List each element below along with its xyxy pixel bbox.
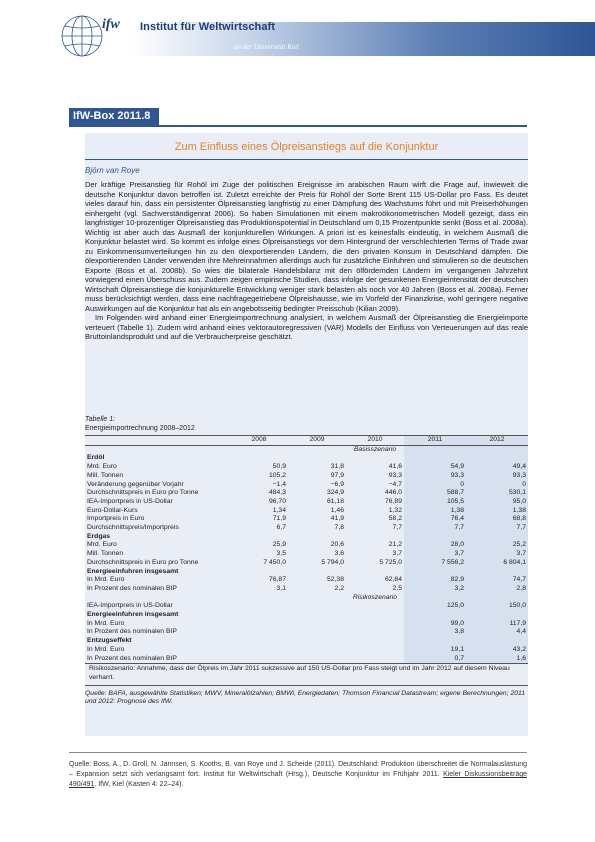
basis-scenario-label: Basisszenario bbox=[353, 445, 397, 453]
cell-value bbox=[230, 620, 288, 629]
cell-value: −6,9 bbox=[330, 480, 344, 488]
cell-value bbox=[346, 655, 404, 664]
cell-value: 82,9 bbox=[404, 576, 466, 585]
table-row bbox=[85, 637, 528, 646]
cell-value: 96,70 bbox=[268, 497, 286, 505]
cell-value: 125,0 bbox=[404, 602, 466, 611]
cell-value: 43,2 bbox=[466, 646, 528, 655]
cell-value: 1,6 bbox=[466, 655, 528, 664]
body-text bbox=[85, 180, 528, 342]
cell-value bbox=[288, 628, 346, 637]
cell-value bbox=[288, 602, 346, 611]
cell-value: 31,8 bbox=[330, 463, 344, 471]
table-source: Quelle: BAFA, ausgewählte Statistiken; MWV, Mineralölzahlen; BMWi, Energiedaten; Thomson Financial Datastream; eigene Berechnungen; 2011 und 2012: Prognose des IfW. bbox=[85, 689, 526, 706]
headline-rule bbox=[85, 159, 528, 160]
row-label: Mrd. Euro bbox=[87, 463, 117, 471]
cell-value: 97,9 bbox=[330, 471, 344, 479]
footer-rule bbox=[69, 752, 527, 753]
box-content bbox=[85, 133, 528, 736]
cell-value: 6,7 bbox=[276, 524, 286, 532]
row-label: Mill. Tonnen bbox=[87, 471, 124, 479]
year-header: 2012 bbox=[466, 436, 528, 446]
cell-value: 105,5 bbox=[404, 498, 466, 507]
cell-value bbox=[288, 533, 346, 542]
author: Björn van Roye bbox=[85, 166, 140, 175]
energy-import-table bbox=[85, 435, 528, 664]
cell-value: 68,8 bbox=[466, 515, 528, 524]
cell-value bbox=[288, 655, 346, 664]
cell-value: 21,2 bbox=[388, 541, 402, 549]
cell-value bbox=[346, 568, 404, 577]
cell-value bbox=[466, 611, 528, 620]
row-label: In Prozent des nominalen BIP bbox=[85, 655, 230, 664]
cell-value: 105,2 bbox=[268, 471, 286, 479]
cell-value bbox=[346, 628, 404, 637]
year-header: 2011 bbox=[404, 436, 466, 446]
row-label: Entzugseffekt bbox=[87, 637, 132, 645]
cell-value: 324,9 bbox=[326, 489, 344, 497]
box-headline: Zum Einfluss eines Ölpreisanstiegs auf die Konjunktur bbox=[174, 141, 439, 153]
table-row bbox=[85, 472, 528, 481]
table-row bbox=[85, 489, 528, 498]
year-header: 2009 bbox=[288, 436, 346, 446]
cell-value: 3,5 bbox=[276, 550, 286, 558]
table-caption bbox=[85, 415, 528, 433]
footer-reference bbox=[69, 760, 527, 790]
cell-value bbox=[404, 637, 466, 646]
cell-value bbox=[466, 568, 528, 577]
cell-value: 25,2 bbox=[466, 541, 528, 550]
table-row bbox=[85, 454, 528, 463]
table-title: Energieimportrechnung 2008–2012 bbox=[85, 425, 195, 432]
year-header: 2010 bbox=[346, 436, 404, 446]
cell-value: 99,0 bbox=[404, 620, 466, 629]
cell-value: 0,7 bbox=[404, 655, 466, 664]
paragraph-2: Im Folgenden wird anhand einer Energieimportrechnung analysiert, in welchem Ausmaß der Ölpreisanstieg die Energieimporte verteuert (Tabelle 1). Zudem wird anhand eines vektorautoregressiven (VAR) Modells der Einfluss von Verteuerungen auf das reale Bruttoinlandsprodukt und auf die Verbraucherpreise geschätzt. bbox=[85, 313, 528, 341]
cell-value: 74,7 bbox=[466, 576, 528, 585]
cell-value: 19,1 bbox=[404, 646, 466, 655]
cell-value: 7,7 bbox=[466, 524, 528, 533]
cell-value: 588,7 bbox=[404, 489, 466, 498]
table-row bbox=[85, 463, 528, 472]
cell-value bbox=[230, 533, 288, 542]
table-row bbox=[85, 655, 528, 664]
cell-value bbox=[230, 568, 288, 577]
cell-value: 3,6 bbox=[334, 550, 344, 558]
cell-value bbox=[346, 620, 404, 629]
row-label: Energieeinfuhren insgesamt bbox=[87, 611, 179, 619]
cell-value bbox=[346, 602, 404, 611]
cell-value: 2,5 bbox=[392, 584, 402, 592]
cell-value bbox=[404, 533, 466, 542]
cell-value: 7,7 bbox=[392, 524, 402, 532]
cell-value: 7,8 bbox=[334, 524, 344, 532]
table-row bbox=[85, 646, 528, 655]
row-label: Mrd. Euro bbox=[87, 541, 117, 549]
footer-tail: . IfW, Kiel (Kasten 4: 22–24). bbox=[94, 781, 184, 788]
cell-value: 7,7 bbox=[404, 524, 466, 533]
cell-value bbox=[346, 611, 404, 620]
cell-value: 93,3 bbox=[388, 471, 402, 479]
cell-value: 58,2 bbox=[388, 515, 402, 523]
year-header: 2008 bbox=[230, 436, 288, 446]
table-note: Risikoszenario: Annahme, dass der Ölpreis im Jahr 2011 sukzessive auf 150 US-Dollar pro Fass steigt und im Jahr 2012 auf diesem Niveau verharrt. bbox=[85, 664, 528, 685]
row-label: Veränderung gegenüber Vorjahr bbox=[87, 480, 184, 488]
scenario-row-basis bbox=[85, 445, 528, 454]
table-header-label bbox=[85, 436, 230, 446]
cell-value: −1,4 bbox=[272, 480, 286, 488]
cell-value: 3,7 bbox=[404, 550, 466, 559]
table-row bbox=[85, 559, 528, 568]
cell-value: 3,7 bbox=[466, 550, 528, 559]
cell-value bbox=[230, 646, 288, 655]
box-label: IfW-Box 2011.8 bbox=[69, 108, 159, 125]
cell-value: 1,38 bbox=[466, 507, 528, 516]
cell-value: 7 556,2 bbox=[404, 559, 466, 568]
cell-value: 61,18 bbox=[326, 497, 344, 505]
table-row bbox=[85, 533, 528, 542]
cell-value bbox=[466, 637, 528, 646]
cell-value: 49,4 bbox=[466, 463, 528, 472]
box-rule bbox=[69, 125, 527, 127]
row-label: In Prozent des nominalen BIP bbox=[87, 628, 177, 636]
logo-short: ifw bbox=[102, 17, 120, 32]
cell-value bbox=[404, 611, 466, 620]
cell-value: 50,9 bbox=[272, 463, 286, 471]
cell-value: 41,6 bbox=[388, 463, 402, 471]
cell-value: 4,4 bbox=[466, 628, 528, 637]
paragraph-1: Der kräftige Preisanstieg für Rohöl im Zuge der politischen Ereignisse im arabischen Raum wirft die Frage auf, inwieweit die deutsche Konjunktur davon betroffen ist. Zuletzt erreichte der Preis für Rohöl der Sorte Brent 115 US-Dollar pro Fass. Es deutet vieles darauf hin, dass ein persistenter Ölpreisanstieg langfristig zu einer Dämpfung des Wachstums führt und mit Preiserhöhungen einhergeht (vgl. Sachverständigenrat 2006). So haben Simulationen mit einem makroökonometrischen Modell gezeigt, dass ein langfristiger 10-prozentiger Ölpreisanstieg das Produktionspotential in Deutschland um 0,15 Prozentpunkte senkt (Boss et al. 2008a). Wichtig ist aber auch das Ausmaß der konjunkturellen Wirkungen. A priori ist es keinesfalls eindeutig, in welchem Ausmaß die Konjunktur belastet wird. So kommt es infolge eines Ölpreisanstiegs vor dem Hintergrund der verschlechterten Terms of Trade zwar zu Einkommensumverteilungen hin zu den ölexportierenden Ländern, die den privaten Konsum in Deutschland dämpfen. Die ölexportierenden Länder verwenden ihre Mehreinnahmen allerdings auch für zusätzliche Einfuhren und stimulieren so die deutschen Exporte (Boss et al. 2008b). So wies die bilaterale Handelsbilanz mit den ölfördernden Ländern im vergangenen Jahrzehnt vorwiegend einen Überschuss aus. Zudem zeigen empirische Studien, dass infolge der gesunkenen Energieintensität der deutschen Wirtschaft Ölpreisanstiege die konjunkturelle Entwicklung weniger stark belasten als noch vor 40 Jahren (Boss et al. 2008a). Ferner muss berücksichtigt werden, dass eine nachfragegetriebene Ölpreishausse, wie im Vorfeld der Finanzkrise, wohl geringere negative Auswirkungen auf die Konjunktur hat als ein angebotsseitig bedingter Preisschub (Kilian 2009). bbox=[85, 180, 528, 313]
cell-value: 530,1 bbox=[466, 489, 528, 498]
cell-value: 20,6 bbox=[330, 541, 344, 549]
cell-value: 1,34 bbox=[272, 506, 286, 514]
cell-value bbox=[288, 454, 346, 463]
row-label: Erdgas bbox=[87, 532, 111, 540]
table-row bbox=[85, 628, 528, 637]
row-label: In Mrd. Euro bbox=[87, 619, 125, 627]
cell-value: 150,0 bbox=[466, 602, 528, 611]
cell-value bbox=[466, 454, 528, 463]
row-label: Durchschnittspreis in Euro pro Tonne bbox=[87, 558, 199, 566]
risk-scenario-label: Risikoszenario bbox=[352, 593, 398, 601]
table-row bbox=[85, 568, 528, 577]
table-row bbox=[85, 611, 528, 620]
cell-value: 95,0 bbox=[466, 498, 528, 507]
table-row bbox=[85, 585, 528, 594]
cell-value: 446,0 bbox=[384, 489, 402, 497]
footer-text: Quelle: Boss, A., D. Groll, N. Jannsen, S. Kooths, B. van Roye und J. Scheide (2011). Deutschland: Produktion überschreitet die Normalauslastung – Expansion setzt sich verlangsamt fort. Institut für Weltwirtschaft (Hrsg.), Deutsche Konjunktur im Frühjahr 2011. bbox=[69, 761, 527, 778]
cell-value: −4,7 bbox=[388, 480, 402, 488]
cell-value: 54,9 bbox=[404, 463, 466, 472]
cell-value: 1,38 bbox=[404, 507, 466, 516]
row-label: Energieeinfuhren insgesamt bbox=[87, 567, 179, 575]
row-label: In Prozent des nominalen BIP bbox=[87, 584, 177, 592]
row-label: Durchschnittspreis in Euro pro Tonne bbox=[87, 489, 199, 497]
table-body bbox=[85, 445, 528, 664]
table-row bbox=[85, 620, 528, 629]
cell-value: 3,7 bbox=[392, 550, 402, 558]
table-row bbox=[85, 507, 528, 516]
cell-value bbox=[288, 568, 346, 577]
scenario-row-risk bbox=[85, 594, 528, 603]
cell-value bbox=[346, 637, 404, 646]
cell-value: 7 450,0 bbox=[263, 558, 286, 566]
cell-value bbox=[230, 602, 288, 611]
row-label: Importpreis in Euro bbox=[87, 515, 145, 523]
row-label: In Mrd. Euro bbox=[87, 576, 125, 584]
table-row bbox=[85, 541, 528, 550]
row-label: In Mrd. Euro bbox=[87, 645, 125, 653]
cell-value bbox=[230, 628, 288, 637]
cell-value: 484,3 bbox=[268, 489, 286, 497]
cell-value: 76,87 bbox=[268, 576, 286, 584]
table-header-row bbox=[85, 436, 528, 446]
cell-value: 2,2 bbox=[334, 584, 344, 592]
cell-value bbox=[346, 533, 404, 542]
cell-value: 25,9 bbox=[272, 541, 286, 549]
cell-value bbox=[230, 655, 288, 664]
cell-value: 28,0 bbox=[404, 541, 466, 550]
cell-value: 1,32 bbox=[388, 506, 402, 514]
cell-value bbox=[230, 637, 288, 646]
cell-value bbox=[288, 637, 346, 646]
cell-value bbox=[346, 646, 404, 655]
table-row bbox=[85, 498, 528, 507]
cell-value bbox=[288, 646, 346, 655]
cell-value bbox=[230, 611, 288, 620]
table-row bbox=[85, 515, 528, 524]
cell-value: 3,1 bbox=[276, 584, 286, 592]
cell-value: 117,9 bbox=[466, 620, 528, 629]
page-header bbox=[0, 0, 595, 68]
table-row bbox=[85, 602, 528, 611]
energy-import-table-block bbox=[85, 415, 528, 707]
table-row bbox=[85, 576, 528, 585]
row-label: Durchschnittspreis/Importpreis bbox=[87, 524, 179, 532]
row-label: IEA-Importpreis in US-Dollar bbox=[87, 497, 173, 505]
cell-value: 62,84 bbox=[384, 576, 402, 584]
footer-link[interactable]: Kieler Diskussionsbeiträge 490/491 bbox=[69, 771, 527, 788]
cell-value: 5 725,0 bbox=[379, 558, 402, 566]
cell-value: 6 804,1 bbox=[466, 559, 528, 568]
cell-value bbox=[230, 454, 288, 463]
cell-value: 76,89 bbox=[384, 497, 402, 505]
cell-value bbox=[404, 568, 466, 577]
cell-value bbox=[466, 533, 528, 542]
cell-value: 1,46 bbox=[330, 506, 344, 514]
institute-subtitle: an der Universität Kiel bbox=[234, 43, 299, 51]
cell-value bbox=[288, 611, 346, 620]
cell-value: 3,8 bbox=[404, 628, 466, 637]
cell-value: 76,4 bbox=[404, 515, 466, 524]
table-row bbox=[85, 481, 528, 490]
cell-value: 71,9 bbox=[272, 515, 286, 523]
row-label: IEA-Importpreis in US-Dollar bbox=[87, 602, 173, 610]
cell-value: 5 794,0 bbox=[321, 558, 344, 566]
cell-value: 93,3 bbox=[404, 472, 466, 481]
cell-value: 3,2 bbox=[404, 585, 466, 594]
institute-name: Institut für Weltwirtschaft bbox=[140, 21, 276, 33]
row-label: Mill. Tonnen bbox=[87, 550, 124, 558]
row-label: Erdöl bbox=[87, 454, 105, 462]
row-label: Euro-Dollar-Kurs bbox=[87, 506, 138, 514]
cell-value bbox=[288, 620, 346, 629]
cell-value: 2,8 bbox=[466, 585, 528, 594]
cell-value: 52,38 bbox=[326, 576, 344, 584]
table-row bbox=[85, 524, 528, 533]
cell-value: 0 bbox=[466, 481, 528, 490]
table-row bbox=[85, 550, 528, 559]
cell-value bbox=[404, 454, 466, 463]
cell-value: 93,3 bbox=[466, 472, 528, 481]
cell-value: 0 bbox=[404, 481, 466, 490]
cell-value bbox=[346, 454, 404, 463]
table-number: Tabelle 1: bbox=[85, 416, 116, 423]
cell-value: 41,9 bbox=[330, 515, 344, 523]
